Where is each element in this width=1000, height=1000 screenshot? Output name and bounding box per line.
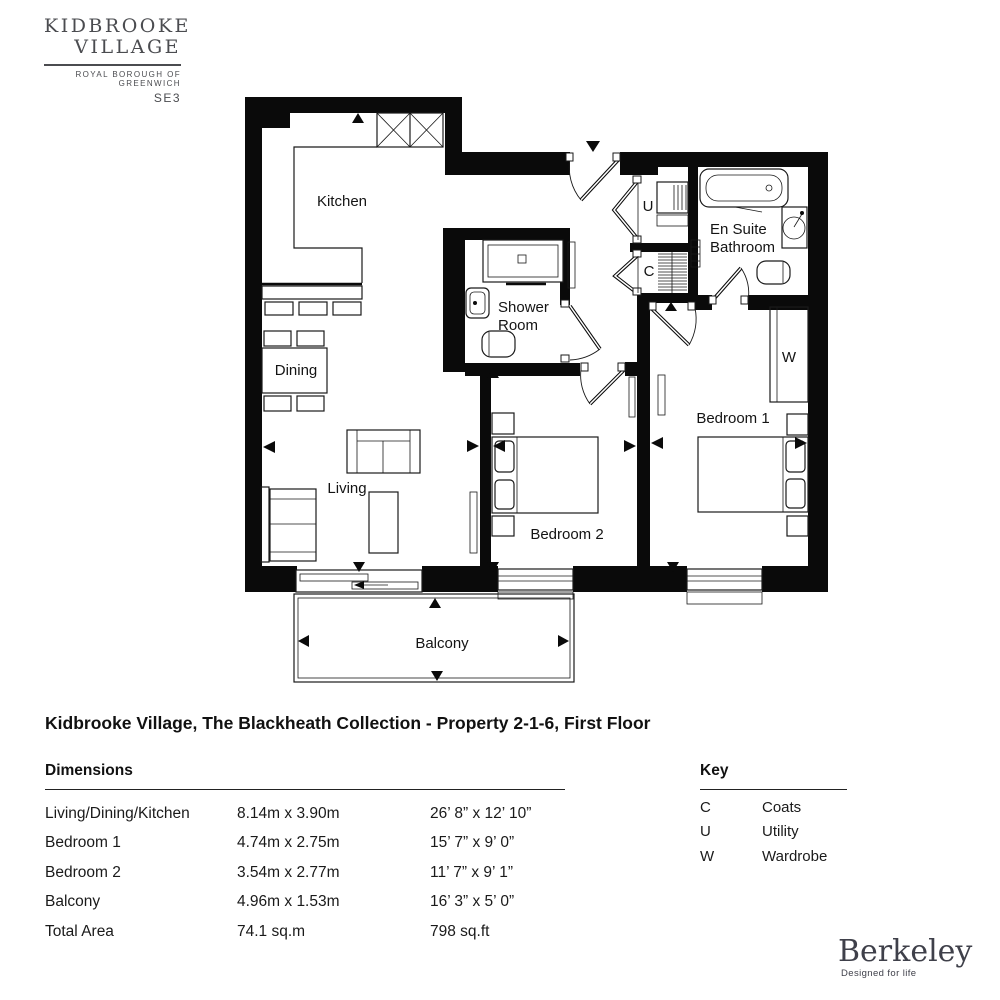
metric-size: 8.14m x 3.90m — [237, 804, 340, 822]
room-label-bedroom1: Bedroom 1 — [696, 410, 770, 427]
table-row — [45, 793, 565, 823]
dining-chair-icon — [264, 331, 291, 346]
key-label: Wardrobe — [762, 847, 828, 865]
room-label-balcony: Balcony — [415, 635, 469, 652]
key-row — [700, 816, 847, 841]
key-label: Utility — [762, 823, 799, 840]
walls — [245, 97, 828, 592]
balcony-sliding-door — [296, 570, 422, 592]
table-row — [45, 882, 565, 912]
bedroom1-door — [651, 308, 696, 345]
kitchen-fixtures — [262, 113, 443, 315]
bar-stools-icon — [265, 302, 361, 315]
sofa-icon — [347, 430, 420, 473]
key-code: W — [700, 847, 715, 865]
room-label-shower-line1: Shower — [498, 299, 549, 316]
room-label-kitchen: Kitchen — [316, 193, 368, 210]
table-row — [45, 823, 565, 853]
room-name: Total Area — [45, 922, 114, 940]
table-row — [45, 911, 565, 941]
key-row — [700, 840, 847, 865]
key-code: C — [700, 798, 711, 816]
coffee-table-icon — [369, 492, 398, 553]
table-row — [45, 852, 565, 882]
metric-size: 74.1 sq.m — [237, 922, 306, 940]
room-label-ensuite-line1: En Suite — [710, 221, 767, 238]
bedroom2-furniture — [492, 413, 598, 536]
room-name: Bedroom 2 — [45, 863, 121, 881]
bedroom1-window — [687, 569, 762, 604]
room-label-shower-line2: Room — [498, 317, 539, 334]
key-code: U — [700, 823, 711, 840]
washer-icon — [657, 182, 688, 226]
imperial-size: 16’ 3” x 5’ 0” — [430, 893, 515, 910]
room-label-coats: C — [643, 263, 655, 280]
logo-name-line1: KIDBROOKE — [44, 15, 191, 37]
kitchen-tall-units-icon — [377, 113, 443, 147]
logo-subtitle: ROYAL BOROUGH OF GREENWICH — [75, 70, 181, 88]
dimensions-section — [45, 762, 565, 941]
coats-bifold-door — [615, 256, 637, 293]
imperial-size: 11’ 7” x 9’ 1” — [430, 863, 513, 881]
logo-name-line2: VILLAGE — [74, 36, 181, 58]
key-row — [700, 791, 847, 816]
bedside-table-icon — [787, 516, 808, 536]
shower-icon — [483, 240, 563, 284]
room-name: Bedroom 1 — [45, 834, 121, 851]
breakfast-bar-icon — [262, 286, 362, 299]
bedroom2-door — [581, 369, 625, 404]
imperial-size: 15’ 7” x 9’ 0” — [430, 834, 515, 851]
key-heading: Key — [700, 762, 847, 790]
imperial-size: 26’ 8” x 12’ 10” — [430, 804, 532, 822]
metric-size: 3.54m x 2.77m — [237, 863, 340, 881]
metric-size: 4.74m x 2.75m — [237, 834, 340, 851]
toilet-icon — [482, 331, 515, 357]
imperial-size: 798 sq.ft — [430, 922, 490, 940]
brand-name: Berkeley — [838, 934, 973, 969]
room-label-utility: U — [642, 198, 654, 215]
berkeley-logo — [838, 936, 978, 979]
toilet-icon — [757, 261, 790, 284]
room-label-ensuite-line2: Bathroom — [710, 239, 776, 256]
room-label-bedroom2: Bedroom 2 — [530, 526, 604, 543]
brand-tagline: Designed for life — [841, 968, 917, 979]
bathtub-icon — [700, 169, 788, 212]
doors — [561, 153, 749, 404]
dimensions-table — [45, 793, 565, 941]
room-name: Balcony — [45, 893, 101, 910]
entrance-door — [569, 158, 620, 200]
dining-chair-icon — [264, 396, 291, 411]
dining-chair-icon — [297, 396, 324, 411]
room-label-dining: Dining — [274, 362, 318, 379]
bed-icon — [698, 437, 808, 512]
key-table — [700, 791, 847, 865]
coat-rail-icon — [658, 252, 687, 293]
metric-size: 4.96m x 1.53m — [237, 893, 340, 910]
page-title: Kidbrooke Village, The Blackheath Collection - Property 2-1-6, First Floor — [45, 713, 651, 733]
shower-room-door — [570, 306, 600, 360]
bedside-table-icon — [787, 414, 808, 435]
utility-bifold-door — [614, 182, 637, 238]
key-section — [700, 762, 847, 865]
basin-icon — [782, 207, 807, 248]
bedside-table-icon — [492, 413, 514, 434]
sofa-icon — [261, 487, 316, 562]
key-label: Coats — [762, 798, 802, 816]
bed-icon — [492, 437, 598, 513]
room-label-living: Living — [327, 480, 367, 497]
sink-icon — [466, 288, 489, 318]
kidbrooke-village-logo — [44, 15, 191, 105]
logo-divider — [44, 64, 181, 66]
room-label-wardrobe: W — [781, 349, 797, 366]
door-jambs — [561, 153, 748, 371]
dimensions-heading: Dimensions — [45, 762, 565, 790]
bedside-table-icon — [492, 516, 514, 536]
room-name: Living/Dining/Kitchen — [45, 804, 190, 822]
dining-chair-icon — [297, 331, 324, 346]
kitchen-counter-icon — [294, 147, 377, 283]
logo-postcode: SE3 — [153, 91, 181, 105]
floor-plan — [240, 90, 840, 700]
